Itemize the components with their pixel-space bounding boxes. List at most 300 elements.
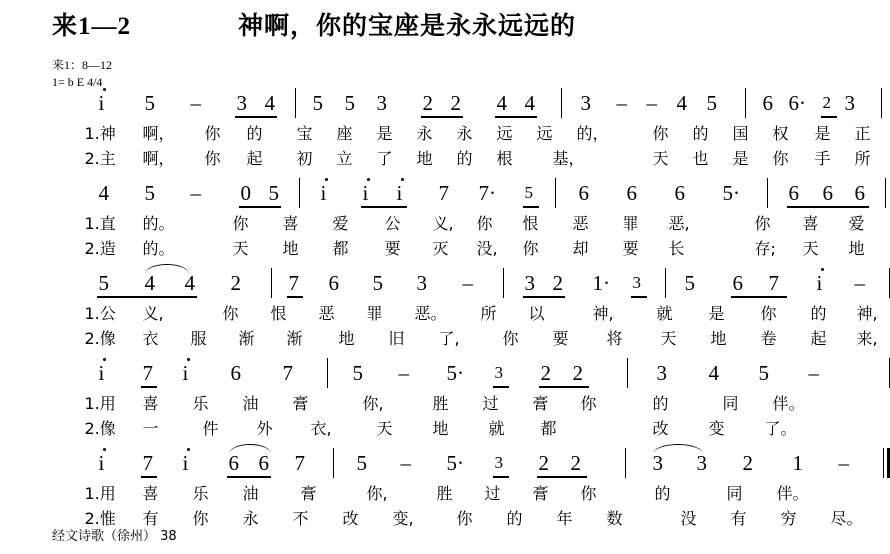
lyric: 改 (652, 419, 669, 438)
beam-line (523, 296, 565, 298)
beam-line (731, 296, 787, 298)
note: 6 (578, 181, 589, 205)
lyric: 爱 (848, 214, 865, 233)
lyric: 爱 (332, 214, 349, 233)
note: 0 (240, 181, 251, 205)
lyric: 没, (476, 239, 498, 258)
lyric: 正 (854, 124, 871, 143)
lyric: 外 (256, 419, 273, 438)
key-and-time-signature: 1= b E 4/4 (52, 75, 103, 89)
lyric-row-verse1 (33, 392, 805, 417)
lyric: 你 (652, 124, 669, 143)
note: 3 (652, 451, 663, 475)
lyric: 变 (708, 419, 725, 438)
lyric: 渐 (238, 329, 255, 348)
barline (881, 88, 883, 118)
beam-line (287, 296, 303, 298)
note: 7 (768, 271, 779, 295)
note: – (398, 361, 409, 385)
lyric: 你 (476, 214, 493, 233)
lyric: 喜 (282, 214, 299, 233)
note: 3 (416, 271, 427, 295)
barline (299, 178, 301, 208)
lyric: 过 (484, 484, 501, 503)
lyric: 你 (522, 239, 539, 258)
note: 1· (592, 271, 610, 295)
lyric: 根 (496, 149, 513, 168)
octave-dot-icon (187, 448, 190, 451)
barline (503, 268, 505, 298)
lyric: 一 (142, 419, 159, 438)
lyric: 2.像 (84, 329, 116, 348)
lyric: 权 (772, 124, 789, 143)
lyric: 国 (732, 124, 749, 143)
note: i (362, 181, 369, 205)
lyric: 要 (552, 329, 569, 348)
note: 7 (282, 361, 293, 385)
lyric: 件 (202, 419, 219, 438)
lyric-row-verse2 (33, 237, 865, 262)
lyric: 地 (848, 239, 865, 258)
lyric: 同 (726, 484, 743, 503)
note: – (808, 361, 819, 385)
lyric: 有 (730, 509, 747, 528)
lyric: 天 (232, 239, 249, 258)
note: 2 (230, 271, 241, 295)
lyric: 1.直 (84, 214, 116, 233)
lyric: 是 (708, 304, 725, 323)
lyric: 尽。 (830, 509, 863, 528)
notation-row (33, 448, 849, 482)
note: 3 (580, 91, 591, 115)
lyric: 你 (580, 484, 597, 503)
note: 5 (352, 361, 363, 385)
note: 1 (792, 451, 803, 475)
note: 4 (708, 361, 719, 385)
lyric: 膏 (532, 484, 549, 503)
note: – (854, 271, 865, 295)
barline (561, 88, 563, 118)
note: – (190, 181, 201, 205)
note: 4 (98, 181, 109, 205)
beam-line (97, 296, 197, 298)
lyric-row-verse1 (33, 302, 878, 327)
note: 5 (758, 361, 769, 385)
lyric: 你 (204, 149, 221, 168)
lyric: 膏 (292, 394, 309, 413)
barline (295, 88, 297, 118)
note: – (646, 91, 657, 115)
lyric: 变, (392, 509, 414, 528)
lyric: 胜 (436, 484, 453, 503)
song-number: 来1—2 (52, 13, 132, 40)
lyric: 长 (668, 239, 685, 258)
slur-arc (145, 264, 189, 274)
octave-dot-icon (821, 268, 824, 271)
lyric: 灭 (432, 239, 449, 258)
note: 6 (762, 91, 773, 115)
lyric: 的， (576, 124, 609, 143)
note: 4 (264, 91, 275, 115)
note: 5 (144, 91, 155, 115)
barline (627, 358, 629, 388)
score-system (33, 448, 863, 532)
note: – (838, 451, 849, 475)
note: 5· (446, 451, 464, 475)
beam-line (141, 386, 157, 388)
lyric: 罪 (622, 214, 639, 233)
lyric: 永 (456, 124, 473, 143)
lyric: 你 (192, 509, 209, 528)
lyric: 地 (416, 149, 433, 168)
lyric: 改 (342, 509, 359, 528)
lyric: 宝 (296, 124, 313, 143)
octave-dot-icon (367, 178, 370, 181)
lyric: 恶, (668, 214, 690, 233)
lyric: 喜 (142, 484, 159, 503)
barline (271, 268, 273, 298)
lyric-row-verse2 (33, 147, 871, 172)
slur-arc (653, 444, 703, 454)
lyric: 地 (282, 239, 299, 258)
beam-line (421, 116, 463, 118)
lyric: 恨 (522, 214, 539, 233)
lyric: 却 (572, 239, 589, 258)
lyric: 2.造 (84, 239, 116, 258)
barline (625, 448, 627, 478)
score-system (33, 268, 878, 352)
lyric: 2.主 (84, 149, 116, 168)
lyric: 公 (384, 214, 401, 233)
lyric: 过 (482, 394, 499, 413)
note: 6 (854, 181, 865, 205)
note: 7 (294, 451, 305, 475)
lyric: 喜 (802, 214, 819, 233)
lyric: 你 (456, 509, 473, 528)
note: i (98, 451, 105, 475)
lyric: 所 (480, 304, 497, 323)
note: i (182, 361, 189, 385)
note: 2 (538, 451, 549, 475)
note: 2 (822, 93, 831, 112)
lyric: 神, (856, 304, 878, 323)
notation-row (33, 358, 819, 392)
beam-line (235, 116, 277, 118)
beam-line (523, 206, 539, 208)
lyric: 也 (692, 149, 709, 168)
lyric: 你 (772, 149, 789, 168)
beam-line (493, 476, 509, 478)
notation-row (33, 178, 865, 212)
note: 6 (626, 181, 637, 205)
barline (333, 448, 335, 478)
lyric: 你 (204, 124, 221, 143)
note: 2 (422, 91, 433, 115)
lyric: 就 (488, 419, 505, 438)
note: 2 (570, 451, 581, 475)
beam-line (493, 386, 509, 388)
beam-line (787, 206, 869, 208)
note: 7 (438, 181, 449, 205)
lyric: 手 (814, 149, 831, 168)
note: 3 (844, 91, 855, 115)
note: 5 (312, 91, 323, 115)
lyric: 起 (810, 329, 827, 348)
lyric: 地 (338, 329, 355, 348)
note: 3 (524, 271, 535, 295)
note: i (816, 271, 823, 295)
lyric: 的 (810, 304, 827, 323)
note: i (396, 181, 403, 205)
score-system (33, 88, 871, 172)
lyric: 伴。 (776, 484, 809, 503)
lyric: 远 (496, 124, 513, 143)
note: 7· (478, 181, 496, 205)
octave-dot-icon (103, 448, 106, 451)
note: – (462, 271, 473, 295)
lyric: 1.用 (84, 394, 116, 413)
note: 6· (788, 91, 806, 115)
lyric: 恶 (318, 304, 335, 323)
lyric: 天 (802, 239, 819, 258)
lyric: 卷 (760, 329, 777, 348)
lyric: 了 (376, 149, 393, 168)
lyric: 是 (732, 149, 749, 168)
lyric: 恶。 (414, 304, 447, 323)
lyric: 的。 (142, 214, 175, 233)
note: 7 (288, 271, 299, 295)
page-title: 神啊，你的宝座是永永远远的 (238, 13, 577, 40)
octave-dot-icon (103, 88, 106, 91)
note: 3 (236, 91, 247, 115)
note: 5 (98, 271, 109, 295)
lyric: 啊， (142, 149, 175, 168)
score-metadata (52, 58, 112, 90)
lyric: 是 (814, 124, 831, 143)
slur-arc (229, 444, 271, 454)
lyric: 渐 (286, 329, 303, 348)
lyric: 衣 (142, 329, 159, 348)
lyric: 将 (606, 329, 623, 348)
lyric: 你 (222, 304, 239, 323)
lyric: 胜 (432, 394, 449, 413)
lyric: 天 (652, 149, 669, 168)
lyric: 衣, (310, 419, 332, 438)
octave-dot-icon (103, 358, 106, 361)
barline (327, 358, 329, 388)
lyric: 的 (654, 484, 671, 503)
lyric: 伴。 (772, 394, 805, 413)
lyric: 永 (242, 509, 259, 528)
lyric: 喜 (142, 394, 159, 413)
note: 6 (788, 181, 799, 205)
lyric: 天 (376, 419, 393, 438)
note: 3 (696, 451, 707, 475)
lyric: 都 (540, 419, 557, 438)
note: – (616, 91, 627, 115)
barline (885, 178, 887, 208)
lyric: 1.用 (84, 484, 116, 503)
note: 5 (144, 181, 155, 205)
lyric: 1.公 (84, 304, 116, 323)
lyric: 了。 (764, 419, 797, 438)
note: 5 (344, 91, 355, 115)
lyric: 2.惟 (84, 509, 116, 528)
note: 5 (372, 271, 383, 295)
note: 4 (144, 271, 155, 295)
lyric: 年 (556, 509, 573, 528)
lyric: 义, (142, 304, 164, 323)
lyric: 地 (710, 329, 727, 348)
lyric: 你, (366, 484, 388, 503)
sheet-header (0, 0, 825, 46)
lyric: 永 (416, 124, 433, 143)
note: 2 (450, 91, 461, 115)
note: 3 (632, 273, 641, 292)
beam-line (361, 206, 407, 208)
lyric: 你 (754, 214, 771, 233)
note: i (182, 451, 189, 475)
note: 6 (822, 181, 833, 205)
octave-dot-icon (325, 178, 328, 181)
notation-row (33, 88, 855, 122)
beam-line (239, 206, 281, 208)
note: 2 (552, 271, 563, 295)
note: 2 (540, 361, 551, 385)
note: 7 (142, 361, 153, 385)
page-footer: 经文诗歌（徐州） 38 (52, 529, 177, 544)
note: 6 (328, 271, 339, 295)
lyric: 存; (754, 239, 776, 258)
lyric: 乐 (192, 394, 209, 413)
note: 2 (742, 451, 753, 475)
lyric-row-verse1 (33, 482, 809, 507)
lyric: 膏 (300, 484, 317, 503)
lyric: 油 (242, 394, 259, 413)
lyric: 的 (692, 124, 709, 143)
lyric: 神, (592, 304, 614, 323)
lyric: 穷 (780, 509, 797, 528)
note: 4 (524, 91, 535, 115)
lyric: 都 (332, 239, 349, 258)
lyric: 起 (246, 149, 263, 168)
note: 5· (446, 361, 464, 385)
note: 5 (684, 271, 695, 295)
lyric: 服 (190, 329, 207, 348)
lyric: 要 (622, 239, 639, 258)
note: i (98, 91, 105, 115)
note: 3 (656, 361, 667, 385)
lyric: 的 (506, 509, 523, 528)
lyric: 以 (528, 304, 545, 323)
note: 5· (722, 181, 740, 205)
lyric: 所 (854, 149, 871, 168)
lyric: 就 (656, 304, 673, 323)
score-system (33, 178, 865, 262)
score (0, 88, 878, 538)
lyric: 数 (606, 509, 623, 528)
lyric: 立 (336, 149, 353, 168)
note: 4 (184, 271, 195, 295)
notation-row (33, 268, 865, 302)
lyric: 同 (722, 394, 739, 413)
octave-dot-icon (187, 358, 190, 361)
lyric: 旧 (388, 329, 405, 348)
octave-dot-icon (401, 178, 404, 181)
beam-line (537, 476, 587, 478)
lyric: 的。 (142, 239, 175, 258)
lyric-row-verse1 (33, 212, 865, 237)
lyric: 你 (760, 304, 777, 323)
barline (745, 88, 747, 118)
note: 5 (356, 451, 367, 475)
lyric: 天 (660, 329, 677, 348)
note: 7 (142, 451, 153, 475)
lyric: 2.像 (84, 419, 116, 438)
lyric: 地 (432, 419, 449, 438)
lyric: 乐 (192, 484, 209, 503)
lyric: 是 (376, 124, 393, 143)
note: 6 (230, 361, 241, 385)
beam-line (631, 296, 647, 298)
note: 6 (258, 451, 269, 475)
lyric-row-verse2 (33, 327, 878, 352)
lyric: 的 (246, 124, 263, 143)
note: 4 (496, 91, 507, 115)
note: 3 (376, 91, 387, 115)
lyric: 恶 (572, 214, 589, 233)
beam-line (141, 476, 157, 478)
lyric: 要 (384, 239, 401, 258)
lyric: 义, (432, 214, 454, 233)
note: i (98, 361, 105, 385)
lyric-row-verse2 (33, 417, 797, 442)
scripture-reference: 来1：8—12 (52, 58, 113, 72)
lyric: 啊， (142, 124, 175, 143)
note: – (190, 91, 201, 115)
lyric: 的 (456, 149, 473, 168)
lyric: 油 (242, 484, 259, 503)
lyric: 你 (580, 394, 597, 413)
lyric: 初 (296, 149, 313, 168)
note: 6 (674, 181, 685, 205)
beam-line (495, 116, 537, 118)
beam-line (821, 116, 837, 118)
lyric: 基， (552, 149, 585, 168)
lyric: 罪 (366, 304, 383, 323)
lyric: 的 (652, 394, 669, 413)
lyric: 座 (336, 124, 353, 143)
lyric: 1.神 (84, 124, 116, 143)
lyric: 没 (680, 509, 697, 528)
barline (555, 178, 557, 208)
note: 2 (572, 361, 583, 385)
lyric-row-verse1 (33, 122, 871, 147)
note: 5 (268, 181, 279, 205)
lyric: 来, (856, 329, 878, 348)
note: 6 (732, 271, 743, 295)
beam-line (539, 386, 589, 388)
note: – (400, 451, 411, 475)
final-barline (883, 448, 885, 478)
note: 4 (676, 91, 687, 115)
lyric: 膏 (532, 394, 549, 413)
lyric: 你 (502, 329, 519, 348)
note: 5 (706, 91, 717, 115)
barline (665, 268, 667, 298)
note: 3 (494, 453, 503, 472)
lyric: 远 (536, 124, 553, 143)
